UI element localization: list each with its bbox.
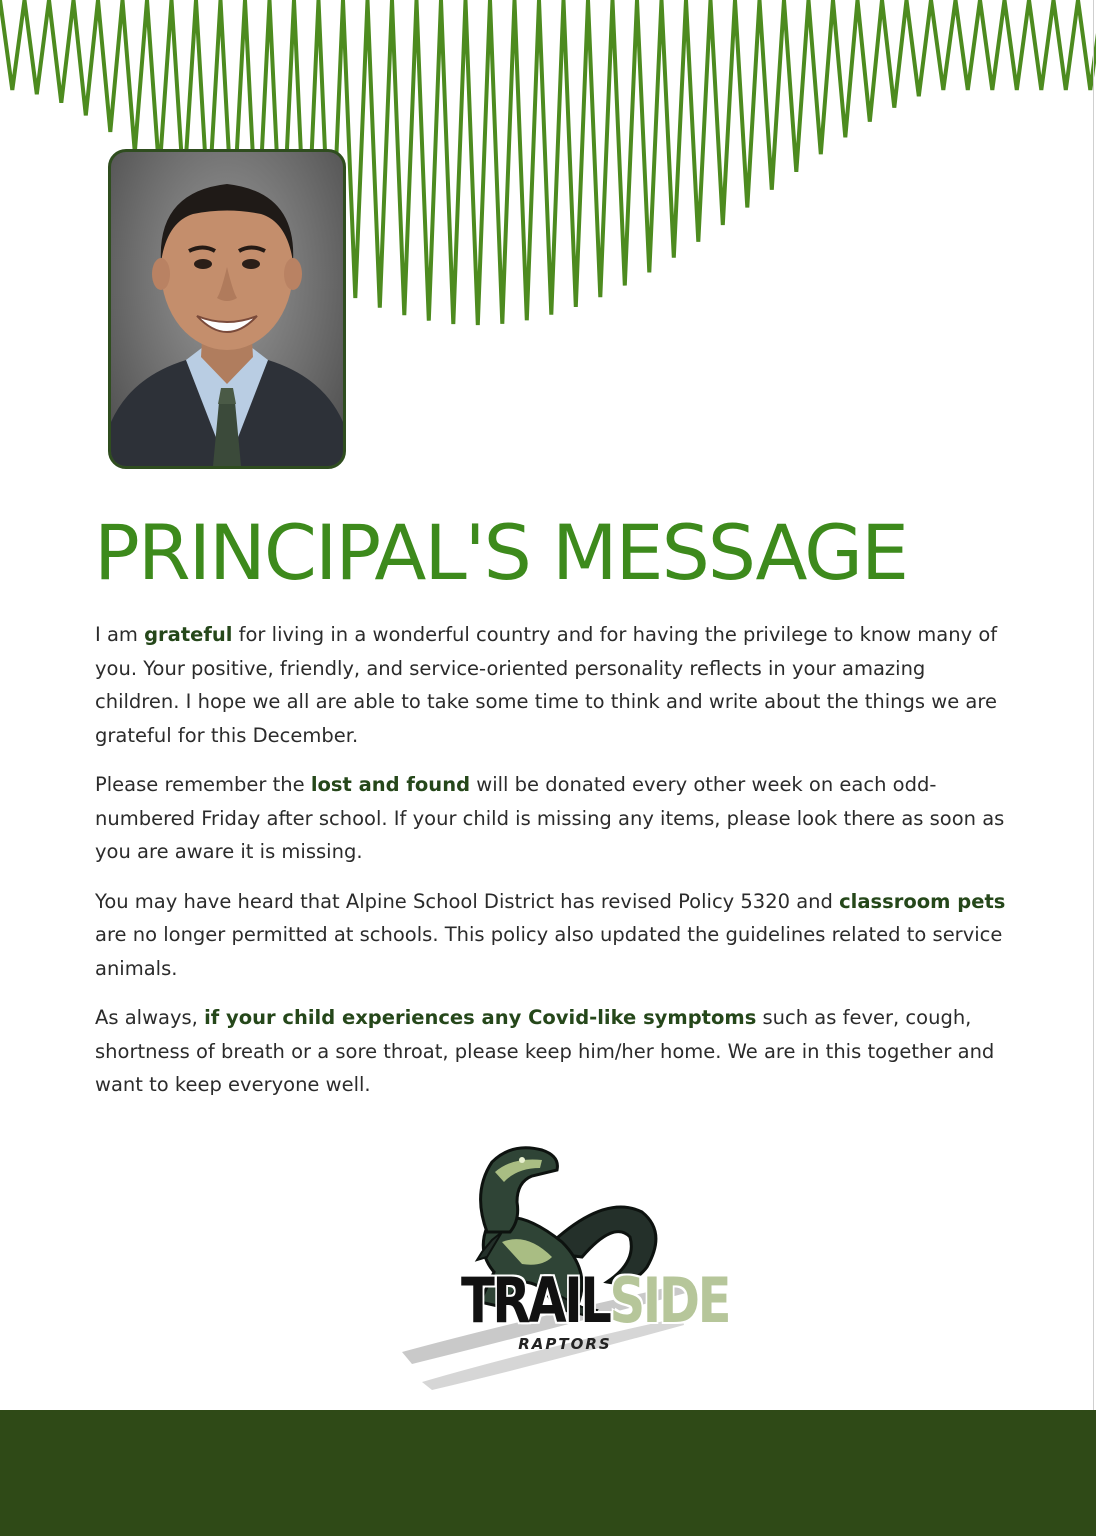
paragraph-lost-and-found: Please remember the lost and found will be donated every other week on each odd-numbered Friday after school. If your child is missing any items, please look there as soon as you are aware it is missing.: [95, 773, 1005, 863]
emphasis-grateful: grateful: [144, 623, 233, 646]
trailside-raptors-logo: [392, 1132, 730, 1394]
emphasis-lost-and-found: lost and found: [310, 773, 471, 796]
paragraph-covid: As always, if your child experiences any Covid-like symptoms such as fever, cough, shortness of breath or a sore throat, please keep him/her home. We are in this together and want to keep everyone well.: [95, 1006, 995, 1096]
page-title: PRINCIPAL'S MESSAGE: [94, 508, 908, 597]
raptor-mascot-icon: [392, 1132, 730, 1394]
footer-band: [0, 1410, 1096, 1536]
logo-subtitle: RAPTORS: [518, 1335, 612, 1353]
paragraph-gratitude: I am grateful for living in a wonderful country and for having the privilege to know many of you. Your positive, friendly, and service-oriented personality reflects in your amazing children. I hope we all are able to take some time to think and write about the things we are grateful for this December.: [95, 623, 998, 747]
emphasis-covid: if your child experiences any Covid-like symptoms: [204, 1006, 757, 1029]
message-body: [95, 618, 1015, 1118]
logo-wordmark: TRAILSIDE: [461, 1264, 730, 1337]
principal-photo: [108, 149, 346, 469]
paragraph-policy: You may have heard that Alpine School District has revised Policy 5320 and classroom pets are no longer permitted at schools. This policy also updated the guidelines related to service animals.: [95, 889, 1006, 980]
emphasis-classroom-pets: classroom pets: [839, 889, 1006, 913]
page-edge: [1093, 0, 1094, 1410]
portrait-illustration: [111, 152, 343, 466]
